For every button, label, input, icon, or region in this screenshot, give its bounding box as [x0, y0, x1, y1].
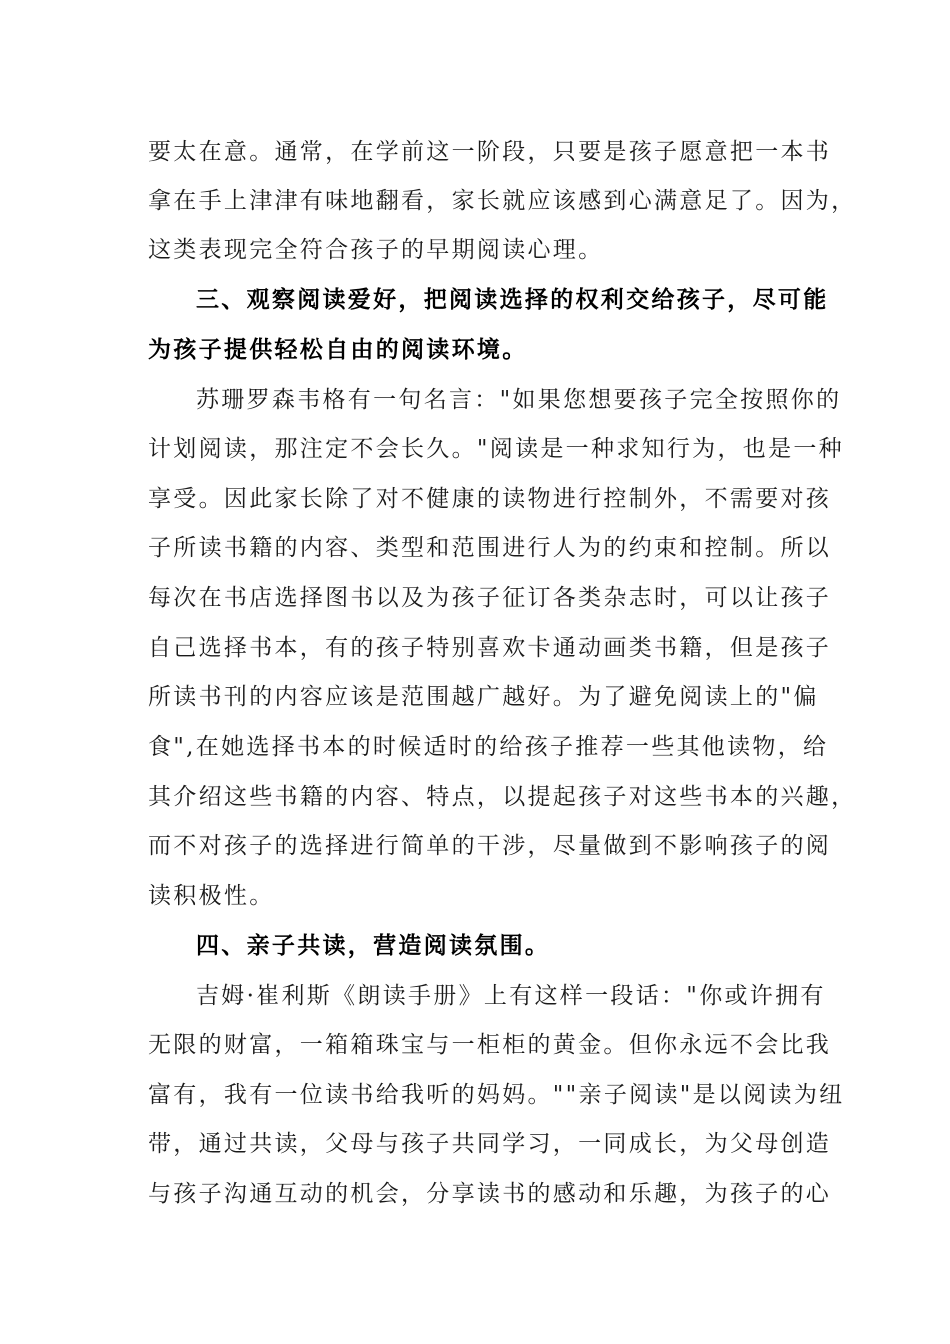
- paragraph-line: 富有，我有一位读书给我听的妈妈。""亲子阅读"是以阅读为纽: [148, 1082, 845, 1108]
- section-heading: 为孩子提供轻松自由的阅读环境。: [148, 336, 528, 363]
- paragraph-line: 自己选择书本，有的孩子特别喜欢卡通动画类书籍，但是孩子: [148, 635, 832, 661]
- paragraph-line: 与孩子沟通互动的机会，分享读书的感动和乐趣，为孩子的心: [148, 1181, 832, 1207]
- paragraph-line: 所读书刊的内容应该是范围越广越好。为了避免阅读上的"偏: [148, 684, 819, 710]
- paragraph-line: 而不对孩子的选择进行简单的干涉，尽量做到不影响孩子的阅: [148, 833, 832, 859]
- section-heading: 四、亲子共读，营造阅读氛围。: [196, 932, 551, 959]
- paragraph-line: 食",在她选择书本的时候适时的给孩子推荐一些其他读物，给: [148, 734, 829, 760]
- paragraph-line: 要太在意。通常，在学前这一阶段，只要是孩子愿意把一本书: [148, 139, 832, 165]
- paragraph-line: 子所读书籍的内容、类型和范围进行人为的约束和控制。所以: [148, 535, 832, 561]
- paragraph-line: 其介绍这些书籍的内容、特点，以提起孩子对这些书本的兴趣，: [148, 784, 857, 810]
- paragraph-line: 这类表现完全符合孩子的早期阅读心理。: [148, 237, 604, 263]
- paragraph-line: 吉姆·崔利斯《朗读手册》上有这样一段话："你或许拥有: [196, 983, 826, 1009]
- paragraph-line: 无限的财富，一箱箱珠宝与一柜柜的黄金。但你永远不会比我: [148, 1032, 832, 1058]
- paragraph-line: 享受。因此家长除了对不健康的读物进行控制外，不需要对孩: [148, 486, 832, 512]
- paragraph-line: 带，通过共读，父母与孩子共同学习，一同成长，为父母创造: [148, 1131, 832, 1157]
- paragraph-line: 苏珊罗森韦格有一句名言："如果您想要孩子完全按照你的: [196, 387, 842, 413]
- paragraph-line: 计划阅读，那注定不会长久。"阅读是一种求知行为，也是一种: [148, 436, 844, 462]
- section-heading: 三、观察阅读爱好，把阅读选择的权利交给孩子，尽可能: [196, 286, 829, 313]
- paragraph-line: 拿在手上津津有味地翻看，家长就应该感到心满意足了。因为，: [148, 188, 857, 214]
- paragraph-line: 每次在书店选择图书以及为孩子征订各类杂志时，可以让孩子: [148, 585, 832, 611]
- paragraph-line: 读积极性。: [148, 883, 275, 909]
